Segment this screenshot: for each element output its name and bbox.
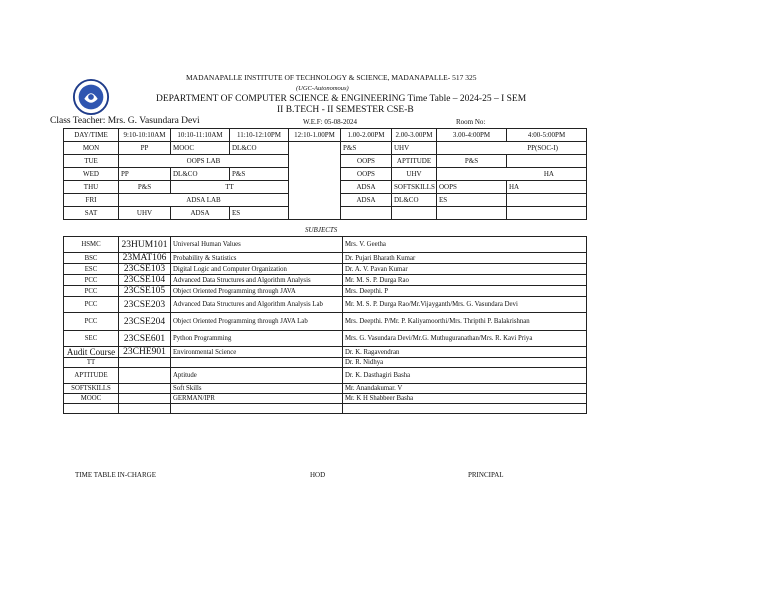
subject-category: HSMC xyxy=(64,237,119,253)
subject-row xyxy=(64,404,587,414)
subjects-table xyxy=(63,236,587,414)
timetable-incharge-signature: TIME TABLE IN-CHARGE xyxy=(75,471,156,479)
subject-code: 23CSE203 xyxy=(119,297,171,313)
period-cell: PP(SOC-I) xyxy=(437,142,587,155)
subject-row xyxy=(64,253,587,264)
day-cell: THU xyxy=(64,181,119,194)
subject-category: PCC xyxy=(64,286,119,297)
subject-code xyxy=(119,394,171,404)
period-cell: OOPS xyxy=(341,168,392,181)
period-cell: P&S xyxy=(437,155,507,168)
period-cell: UHV xyxy=(392,168,437,181)
period-cell xyxy=(341,207,392,220)
period-cell: ADSA xyxy=(341,181,392,194)
subject-code: 23CSE105 xyxy=(119,286,171,297)
subject-code xyxy=(119,368,171,384)
subject-code xyxy=(119,358,171,368)
subject-faculty: Mr. Anandakumar. V xyxy=(343,384,587,394)
subject-row xyxy=(64,237,587,253)
subject-row xyxy=(64,331,587,347)
subject-code: 23CSE104 xyxy=(119,275,171,286)
period-cell: HA xyxy=(507,181,587,194)
subject-row xyxy=(64,347,587,358)
header-slot-6: 2.00-3.00PM xyxy=(392,129,437,142)
subject-row xyxy=(64,275,587,286)
subject-category xyxy=(64,404,119,414)
period-cell: ADSA LAB xyxy=(119,194,289,207)
period-cell xyxy=(392,207,437,220)
day-cell: SAT xyxy=(64,207,119,220)
subject-name: Probability & Statistics xyxy=(171,253,343,264)
period-cell: PP xyxy=(119,142,171,155)
subject-name: Advanced Data Structures and Algorithm Analysis xyxy=(171,275,343,286)
subject-row xyxy=(64,358,587,368)
subject-faculty xyxy=(343,404,587,414)
subject-faculty: Mrs. Deepthi. P xyxy=(343,286,587,297)
period-cell xyxy=(437,207,507,220)
subject-category: SOFTSKILLS xyxy=(64,384,119,394)
day-cell: FRI xyxy=(64,194,119,207)
header-slot-7: 3.00-4:00PM xyxy=(437,129,507,142)
header-slot-5: 1.00-2.00PM xyxy=(341,129,392,142)
subject-faculty: Dr. R. Nidhya xyxy=(343,358,587,368)
subject-name: Digital Logic and Computer Organization xyxy=(171,264,343,275)
period-cell xyxy=(507,155,587,168)
period-cell: HA xyxy=(437,168,587,181)
header-slot-2: 10:10-11:10AM xyxy=(171,129,230,142)
subject-category: PCC xyxy=(64,275,119,286)
subject-code: 23CSE204 xyxy=(119,313,171,331)
period-cell: OOPS LAB xyxy=(119,155,289,168)
subject-category: ESC xyxy=(64,264,119,275)
subject-name: Environmental Science xyxy=(171,347,343,358)
period-cell: APTITUDE xyxy=(392,155,437,168)
subject-row xyxy=(64,384,587,394)
subject-faculty: Mrs. V. Geetha xyxy=(343,237,587,253)
institute-name: MADANAPALLE INSTITUTE OF TECHNOLOGY & SCIENCE, MADANAPALLE- 517 325 xyxy=(186,73,477,82)
subject-name: Universal Human Values xyxy=(171,237,343,253)
header-day-time: DAY/TIME xyxy=(64,129,119,142)
header-slot-3: 11:10-12:10PM xyxy=(230,129,289,142)
subject-category: PCC xyxy=(64,313,119,331)
period-cell: P&S xyxy=(119,181,171,194)
period-cell xyxy=(507,194,587,207)
header-lunch: 12:10-1.00PM xyxy=(289,129,341,142)
subject-category: BSC xyxy=(64,253,119,264)
period-cell: ADSA xyxy=(341,194,392,207)
timetable-header-row xyxy=(64,129,587,142)
subject-name: Object Oriented Programming through JAVA Lab xyxy=(171,313,343,331)
period-cell: DL&CO xyxy=(392,194,437,207)
lunch-break-cell xyxy=(289,142,341,220)
subject-name xyxy=(171,358,343,368)
subjects-caption: SUBJECTS xyxy=(305,226,338,234)
subject-faculty: Mr. M. S. P. Durga Rao/Mr.Vijayganth/Mrs. G. Vasundara Devi xyxy=(343,297,587,313)
day-cell: TUE xyxy=(64,155,119,168)
period-cell: P&S xyxy=(341,142,392,155)
subject-row xyxy=(64,297,587,313)
period-cell: P&S xyxy=(230,168,289,181)
period-cell: UHV xyxy=(119,207,171,220)
principal-signature: PRINCIPAL xyxy=(468,471,504,479)
period-cell: ES xyxy=(437,194,507,207)
subject-code: 23CHE901 xyxy=(119,347,171,358)
subject-name: GERMAN/IPR xyxy=(171,394,343,404)
subject-faculty: Mr. M. S. P. Durga Rao xyxy=(343,275,587,286)
subject-name: Python Programming xyxy=(171,331,343,347)
institute-logo xyxy=(72,78,110,116)
day-cell: MON xyxy=(64,142,119,155)
subject-faculty: Mr. K H Shabbeer Basha xyxy=(343,394,587,404)
period-cell: ES xyxy=(230,207,289,220)
period-cell: DL&CO xyxy=(171,168,230,181)
period-cell: PP xyxy=(119,168,171,181)
header-slot-8: 4:00-5:00PM xyxy=(507,129,587,142)
hod-signature: HOD xyxy=(310,471,326,479)
subject-category: APTITUDE xyxy=(64,368,119,384)
header-slot-1: 9:10-10:10AM xyxy=(119,129,171,142)
period-cell: SOFTSKILLS xyxy=(392,181,437,194)
class-teacher: Class Teacher: Mrs. G. Vasundara Devi xyxy=(50,116,200,126)
wef-date: W.E.F: 05-08-2024 xyxy=(303,118,357,126)
room-number: Room No: xyxy=(456,118,486,126)
subject-category: SEC xyxy=(64,331,119,347)
subject-faculty: Dr. Pujari Bharath Kumar xyxy=(343,253,587,264)
subject-code: 23CSE601 xyxy=(119,331,171,347)
department-title: DEPARTMENT OF COMPUTER SCIENCE & ENGINEERING Time Table – 2024-25 – I SEM xyxy=(156,94,527,104)
period-cell: UHV xyxy=(392,142,437,155)
subject-row xyxy=(64,313,587,331)
autonomous-label: (UGC-Autonomous) xyxy=(296,85,349,92)
subject-name xyxy=(171,404,343,414)
subject-code xyxy=(119,384,171,394)
row-mon xyxy=(64,142,587,155)
subject-category: TT xyxy=(64,358,119,368)
subject-code: 23CSE103 xyxy=(119,264,171,275)
timetable-grid xyxy=(63,128,587,220)
subject-name: Object Oriented Programming through JAVA xyxy=(171,286,343,297)
subject-faculty: Dr. K. Dasthagiri Basha xyxy=(343,368,587,384)
subject-name: Advanced Data Structures and Algorithm Analysis Lab xyxy=(171,297,343,313)
subject-faculty: Dr. K. Ragavendran xyxy=(343,347,587,358)
subject-code: 23MAT106 xyxy=(119,253,171,264)
day-cell: WED xyxy=(64,168,119,181)
subject-code xyxy=(119,404,171,414)
period-cell: TT xyxy=(171,181,289,194)
period-cell: OOPS xyxy=(341,155,392,168)
period-cell xyxy=(507,207,587,220)
subject-faculty: Mrs. G. Vasundara Devi/Mr.G. Muthuguranathan/Mrs. R. Kavi Priya xyxy=(343,331,587,347)
subject-name: Soft Skills xyxy=(171,384,343,394)
subject-code: 23HUM101 xyxy=(119,237,171,253)
subject-row xyxy=(64,286,587,297)
period-cell: MOOC xyxy=(171,142,230,155)
subject-category: MOOC xyxy=(64,394,119,404)
subject-name: Aptitude xyxy=(171,368,343,384)
semester-title: II B.TECH - II SEMESTER CSE-B xyxy=(277,105,414,115)
subject-row xyxy=(64,368,587,384)
period-cell: ADSA xyxy=(171,207,230,220)
subject-category: Audit Course xyxy=(64,347,119,358)
subject-row xyxy=(64,264,587,275)
period-cell: OOPS xyxy=(437,181,507,194)
subject-category: PCC xyxy=(64,297,119,313)
subject-faculty: Dr. A. V. Pavan Kumar xyxy=(343,264,587,275)
period-cell: DL&CO xyxy=(230,142,289,155)
subject-row xyxy=(64,394,587,404)
subject-faculty: Mrs. Deepthi. P/Mr. P. Kaliyamoorthi/Mrs. Thripthi P. Balakrishnan xyxy=(343,313,587,331)
